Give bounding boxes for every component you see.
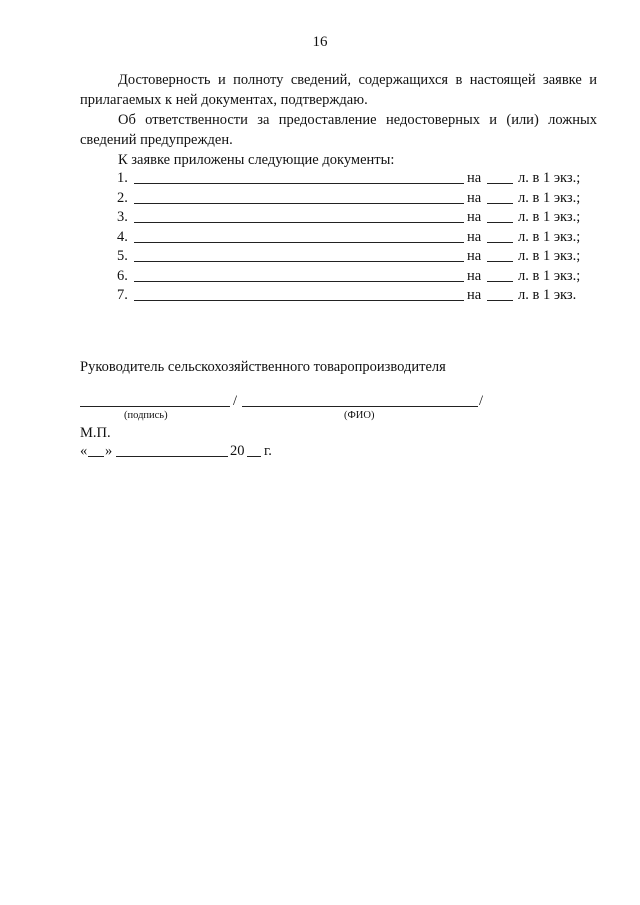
item-number: 2.: [117, 189, 128, 206]
pages-suffix: л. в 1 экз.: [518, 287, 577, 303]
pages-prefix: на: [467, 248, 482, 264]
pages-count-blank[interactable]: [487, 281, 513, 282]
liability-paragraph: Об ответственности за предоставление недостоверных и (или) ложных сведений предупрежден.: [80, 112, 597, 148]
document-name-blank[interactable]: [134, 242, 464, 243]
pages-prefix: на: [467, 170, 482, 186]
pages-count-blank[interactable]: [487, 242, 513, 243]
attachments-intro: К заявке приложены следующие документы:: [118, 152, 395, 168]
pages-suffix: л. в 1 экз.;: [518, 248, 581, 264]
item-number: 1.: [117, 170, 128, 186]
full-name-blank[interactable]: [242, 406, 478, 407]
pages-prefix: на: [467, 287, 482, 303]
date-open-quote: «: [80, 443, 88, 459]
date-day-blank[interactable]: [88, 456, 104, 457]
pages-prefix: на: [467, 267, 482, 284]
pages-suffix: л. в 1 экз.;: [518, 267, 581, 284]
item-number: 3.: [117, 209, 128, 225]
list-item: [0, 168, 640, 188]
date-field: [80, 441, 380, 461]
page-number: 16: [312, 34, 328, 50]
signature-separator: /: [233, 393, 238, 409]
document-name-blank[interactable]: [134, 203, 464, 204]
item-number: 7.: [117, 287, 128, 303]
date-year-blank[interactable]: [247, 456, 261, 457]
stamp-place-label: М.П.: [80, 425, 111, 441]
pages-count-blank[interactable]: [487, 300, 513, 301]
list-item: [0, 285, 640, 305]
item-number: 4.: [117, 228, 128, 245]
pages-count-blank[interactable]: [487, 203, 513, 204]
signature-caption: (подпись): [124, 410, 168, 421]
document-name-blank[interactable]: [134, 300, 464, 301]
pages-count-blank[interactable]: [487, 261, 513, 262]
signature-blank[interactable]: [80, 406, 230, 407]
date-close-quote: »: [105, 443, 113, 459]
date-month-blank[interactable]: [116, 456, 228, 457]
full-name-caption: (ФИО): [344, 410, 375, 421]
pages-prefix: на: [467, 228, 482, 245]
pages-suffix: л. в 1 экз.;: [518, 189, 581, 206]
pages-count-blank[interactable]: [487, 183, 513, 184]
list-item: [0, 246, 640, 266]
list-item: [0, 227, 640, 247]
list-item: [0, 207, 640, 227]
document-name-blank[interactable]: [134, 261, 464, 262]
pages-prefix: на: [467, 209, 482, 225]
list-item: [0, 266, 640, 286]
pages-prefix: на: [467, 189, 482, 206]
pages-suffix: л. в 1 экз.;: [518, 228, 581, 245]
pages-suffix: л. в 1 экз.;: [518, 170, 581, 186]
document-name-blank[interactable]: [134, 183, 464, 184]
item-number: 5.: [117, 248, 128, 264]
signer-title: Руководитель сельскохозяйственного товаропроизводителя: [80, 359, 446, 375]
document-name-blank[interactable]: [134, 222, 464, 223]
list-item: [0, 188, 640, 208]
item-number: 6.: [117, 267, 128, 284]
date-year-suffix: г.: [264, 443, 272, 459]
date-year-prefix: 20: [230, 443, 245, 459]
pages-suffix: л. в 1 экз.;: [518, 209, 581, 225]
confirmation-paragraph: Достоверность и полноту сведений, содержащихся в настоящей заявке и прилагаемых к ней документах, подтверждаю.: [80, 72, 597, 108]
document-name-blank[interactable]: [134, 281, 464, 282]
pages-count-blank[interactable]: [487, 222, 513, 223]
full-name-separator: /: [479, 393, 484, 409]
